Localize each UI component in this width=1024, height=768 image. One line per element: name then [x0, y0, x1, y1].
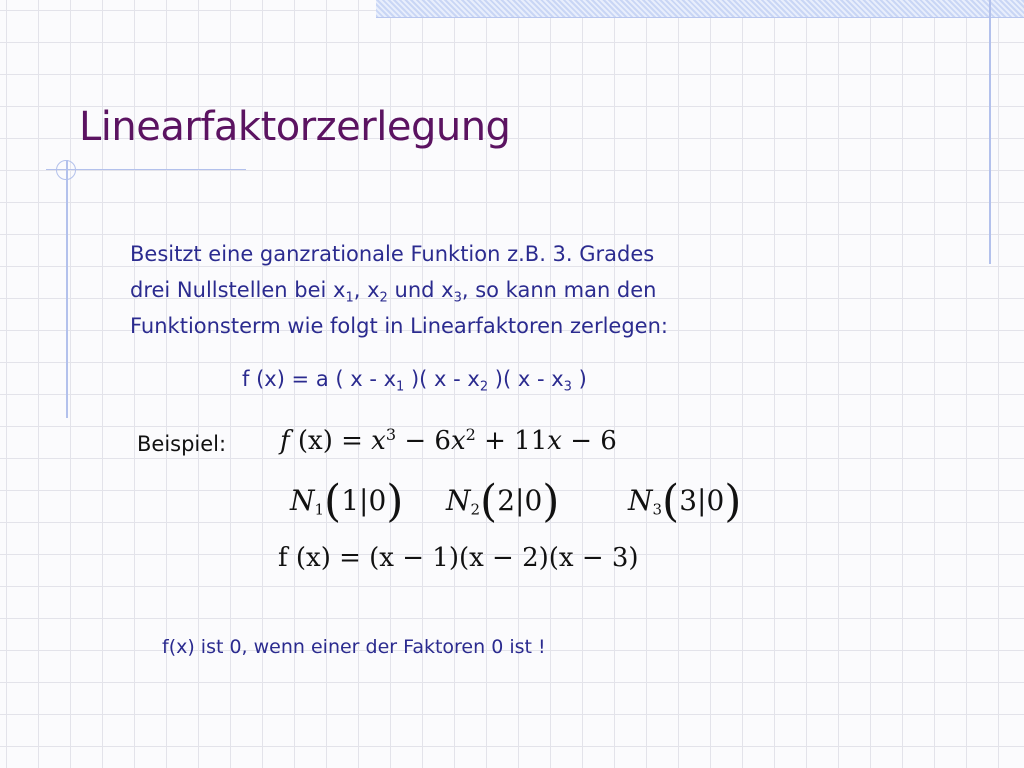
- zero-index: 3: [652, 500, 663, 519]
- math-var: x: [547, 426, 562, 456]
- subscript: 3: [563, 379, 572, 395]
- formula-part: )( x - x: [404, 367, 480, 391]
- decorative-vertical-line-right: [989, 0, 991, 264]
- general-formula: [242, 367, 587, 395]
- subscript: 1: [345, 290, 354, 306]
- factored-form: f (x) = (x − 1)(x − 2)(x − 3): [278, 543, 639, 573]
- zero-coords: 1|0: [341, 484, 387, 517]
- decorative-circle-icon: [56, 160, 76, 180]
- decorative-horizontal-line: [46, 169, 246, 170]
- intro-text: drei Nullstellen bei x: [130, 278, 346, 302]
- math-part: + 11: [475, 426, 548, 456]
- zero-coords: 3|0: [679, 484, 725, 517]
- intro-line-2: [130, 272, 850, 308]
- slide-title: Linearfaktorzerlegung: [79, 104, 511, 150]
- math-part: − 6: [396, 426, 451, 456]
- formula-part: f (x) = a ( x - x: [242, 367, 397, 391]
- zero-coords: 2|0: [497, 484, 543, 517]
- intro-line-1: Besitzt eine ganzrationale Funktion z.B. 3. Grades: [130, 242, 655, 266]
- example-function: [280, 426, 617, 456]
- zero-point-1: N1(1|0): [290, 476, 404, 527]
- intro-line-3: Funktionsterm wie folgt in Linearfaktoren zerlegen:: [130, 314, 668, 338]
- zero-point-3: N3(3|0): [628, 476, 742, 527]
- zero-point-2: N2(2|0): [446, 476, 560, 527]
- intro-paragraph: [130, 236, 850, 344]
- math-part: (x) =: [289, 426, 372, 456]
- header-pattern-band: [376, 0, 1024, 18]
- math-var: x: [450, 426, 466, 456]
- formula-part: ): [571, 367, 587, 391]
- math-var: x: [371, 426, 386, 456]
- zero-name: N: [628, 484, 653, 517]
- intro-text: , x: [353, 278, 380, 302]
- example-label: Beispiel:: [137, 432, 227, 456]
- subscript: 2: [379, 290, 388, 306]
- remark-text: f(x) ist 0, wenn einer der Faktoren 0 ist !: [162, 636, 546, 658]
- subscript: 2: [479, 379, 489, 395]
- zero-index: 1: [314, 500, 325, 519]
- zero-index: 2: [470, 500, 481, 519]
- exponent: 2: [465, 425, 476, 445]
- subscript: 3: [453, 290, 462, 306]
- intro-text: , so kann man den: [461, 278, 657, 302]
- subscript: 1: [396, 379, 405, 395]
- formula-part: )( x - x: [488, 367, 564, 391]
- math-var: f: [280, 426, 290, 456]
- zero-name: N: [446, 484, 471, 517]
- intro-text: und x: [387, 278, 454, 302]
- exponent: 3: [385, 425, 397, 445]
- decorative-vertical-line-left: [66, 160, 68, 418]
- math-part: − 6: [561, 426, 617, 456]
- zero-name: N: [290, 484, 315, 517]
